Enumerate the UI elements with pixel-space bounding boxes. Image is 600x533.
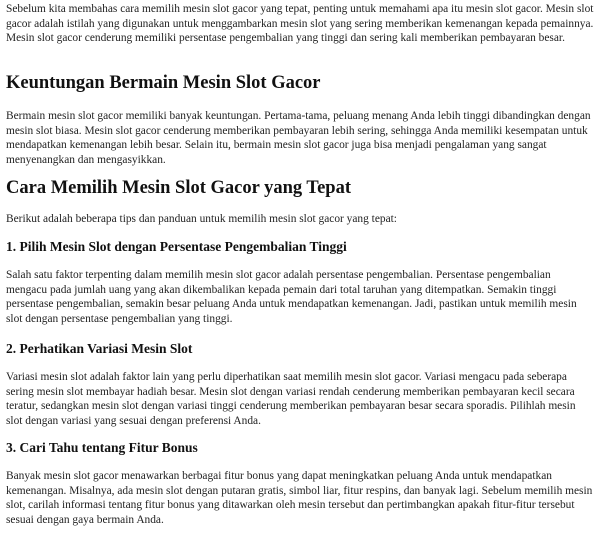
tip-heading-3: 3. Cari Tahu tentang Fitur Bonus <box>6 440 198 455</box>
tip-paragraph-1: Salah satu faktor terpenting dalam memilih mesin slot gacor adalah persentase pengembalian. Persentase pengembalian mengacu pada jumlah uang yang akan dikembalikan kepada pemain dari total taruhan yang ditempatkan. Semakin tinggi persentase pengembalian, semakin besar peluang Anda untuk mendapatkan kemenangan. Jadi, pastikan untuk memilih mesin slot dengan persentase pengembalian yang tinggi. <box>6 269 577 325</box>
section-paragraph-keuntungan: Bermain mesin slot gacor memiliki banyak keuntungan. Pertama-tama, peluang menang Anda lebih tinggi dibandingkan dengan mesin slot biasa. Mesin slot gacor cenderung memberikan pembayaran lebih sering, sehingga Anda memiliki kesempatan untuk mendapatkan kemenangan lebih besar. Selain itu, bermain mesin slot gacor juga bisa menjadi pengalaman yang sangat menyenangkan dan mengasyikkan. <box>6 110 591 166</box>
section-heading-keuntungan: Keuntungan Bermain Mesin Slot Gacor <box>6 73 321 93</box>
tip-paragraph-2: Variasi mesin slot adalah faktor lain yang perlu diperhatikan saat memilih mesin slot gacor. Variasi mengacu pada seberapa sering mesin slot membayar hadiah besar. Mesin slot dengan variasi rendah cenderung memberikan pembayaran kecil secara teratur, sedangkan mesin slot dengan variasi tinggi cenderung memberikan pembayaran besar secara sporadis. Pilihlah mesin slot dengan variasi yang sesuai dengan preferensi Anda. <box>6 371 576 427</box>
tip-paragraph-3: Banyak mesin slot gacor menawarkan berbagai fitur bonus yang dapat meningkatkan peluang Anda untuk mendapatkan kemenangan. Misalnya, ada mesin slot dengan putaran gratis, simbol liar, fitur respins, dan banyak lagi. Sebelum memilih mesin slot, carilah informasi tentang fitur bonus yang ditawarkan oleh mesin tersebut dan pertimbangkan apakah fitur-fitur tersebut sesuai dengan gaya bermain Anda. <box>6 470 593 526</box>
section-heading-cara-memilih: Cara Memilih Mesin Slot Gacor yang Tepat <box>6 178 351 198</box>
tip-heading-2: 2. Perhatikan Variasi Mesin Slot <box>6 341 193 356</box>
intro-paragraph: Sebelum kita membahas cara memilih mesin slot gacor yang tepat, penting untuk memahami apa itu mesin slot gacor. Mesin slot gacor adalah istilah yang digunakan untuk menggambarkan mesin slot yang sering memberikan kemenangan kepada pemainnya. Mesin slot gacor cenderung memiliki persentase pengembalian yang tinggi dan sering kali memberikan pembayaran besar. <box>6 3 594 45</box>
section-paragraph-cara-memilih: Berikut adalah beberapa tips dan panduan untuk memilih mesin slot gacor yang tepat: <box>6 213 397 225</box>
tip-heading-1: 1. Pilih Mesin Slot dengan Persentase Pengembalian Tinggi <box>6 239 347 254</box>
